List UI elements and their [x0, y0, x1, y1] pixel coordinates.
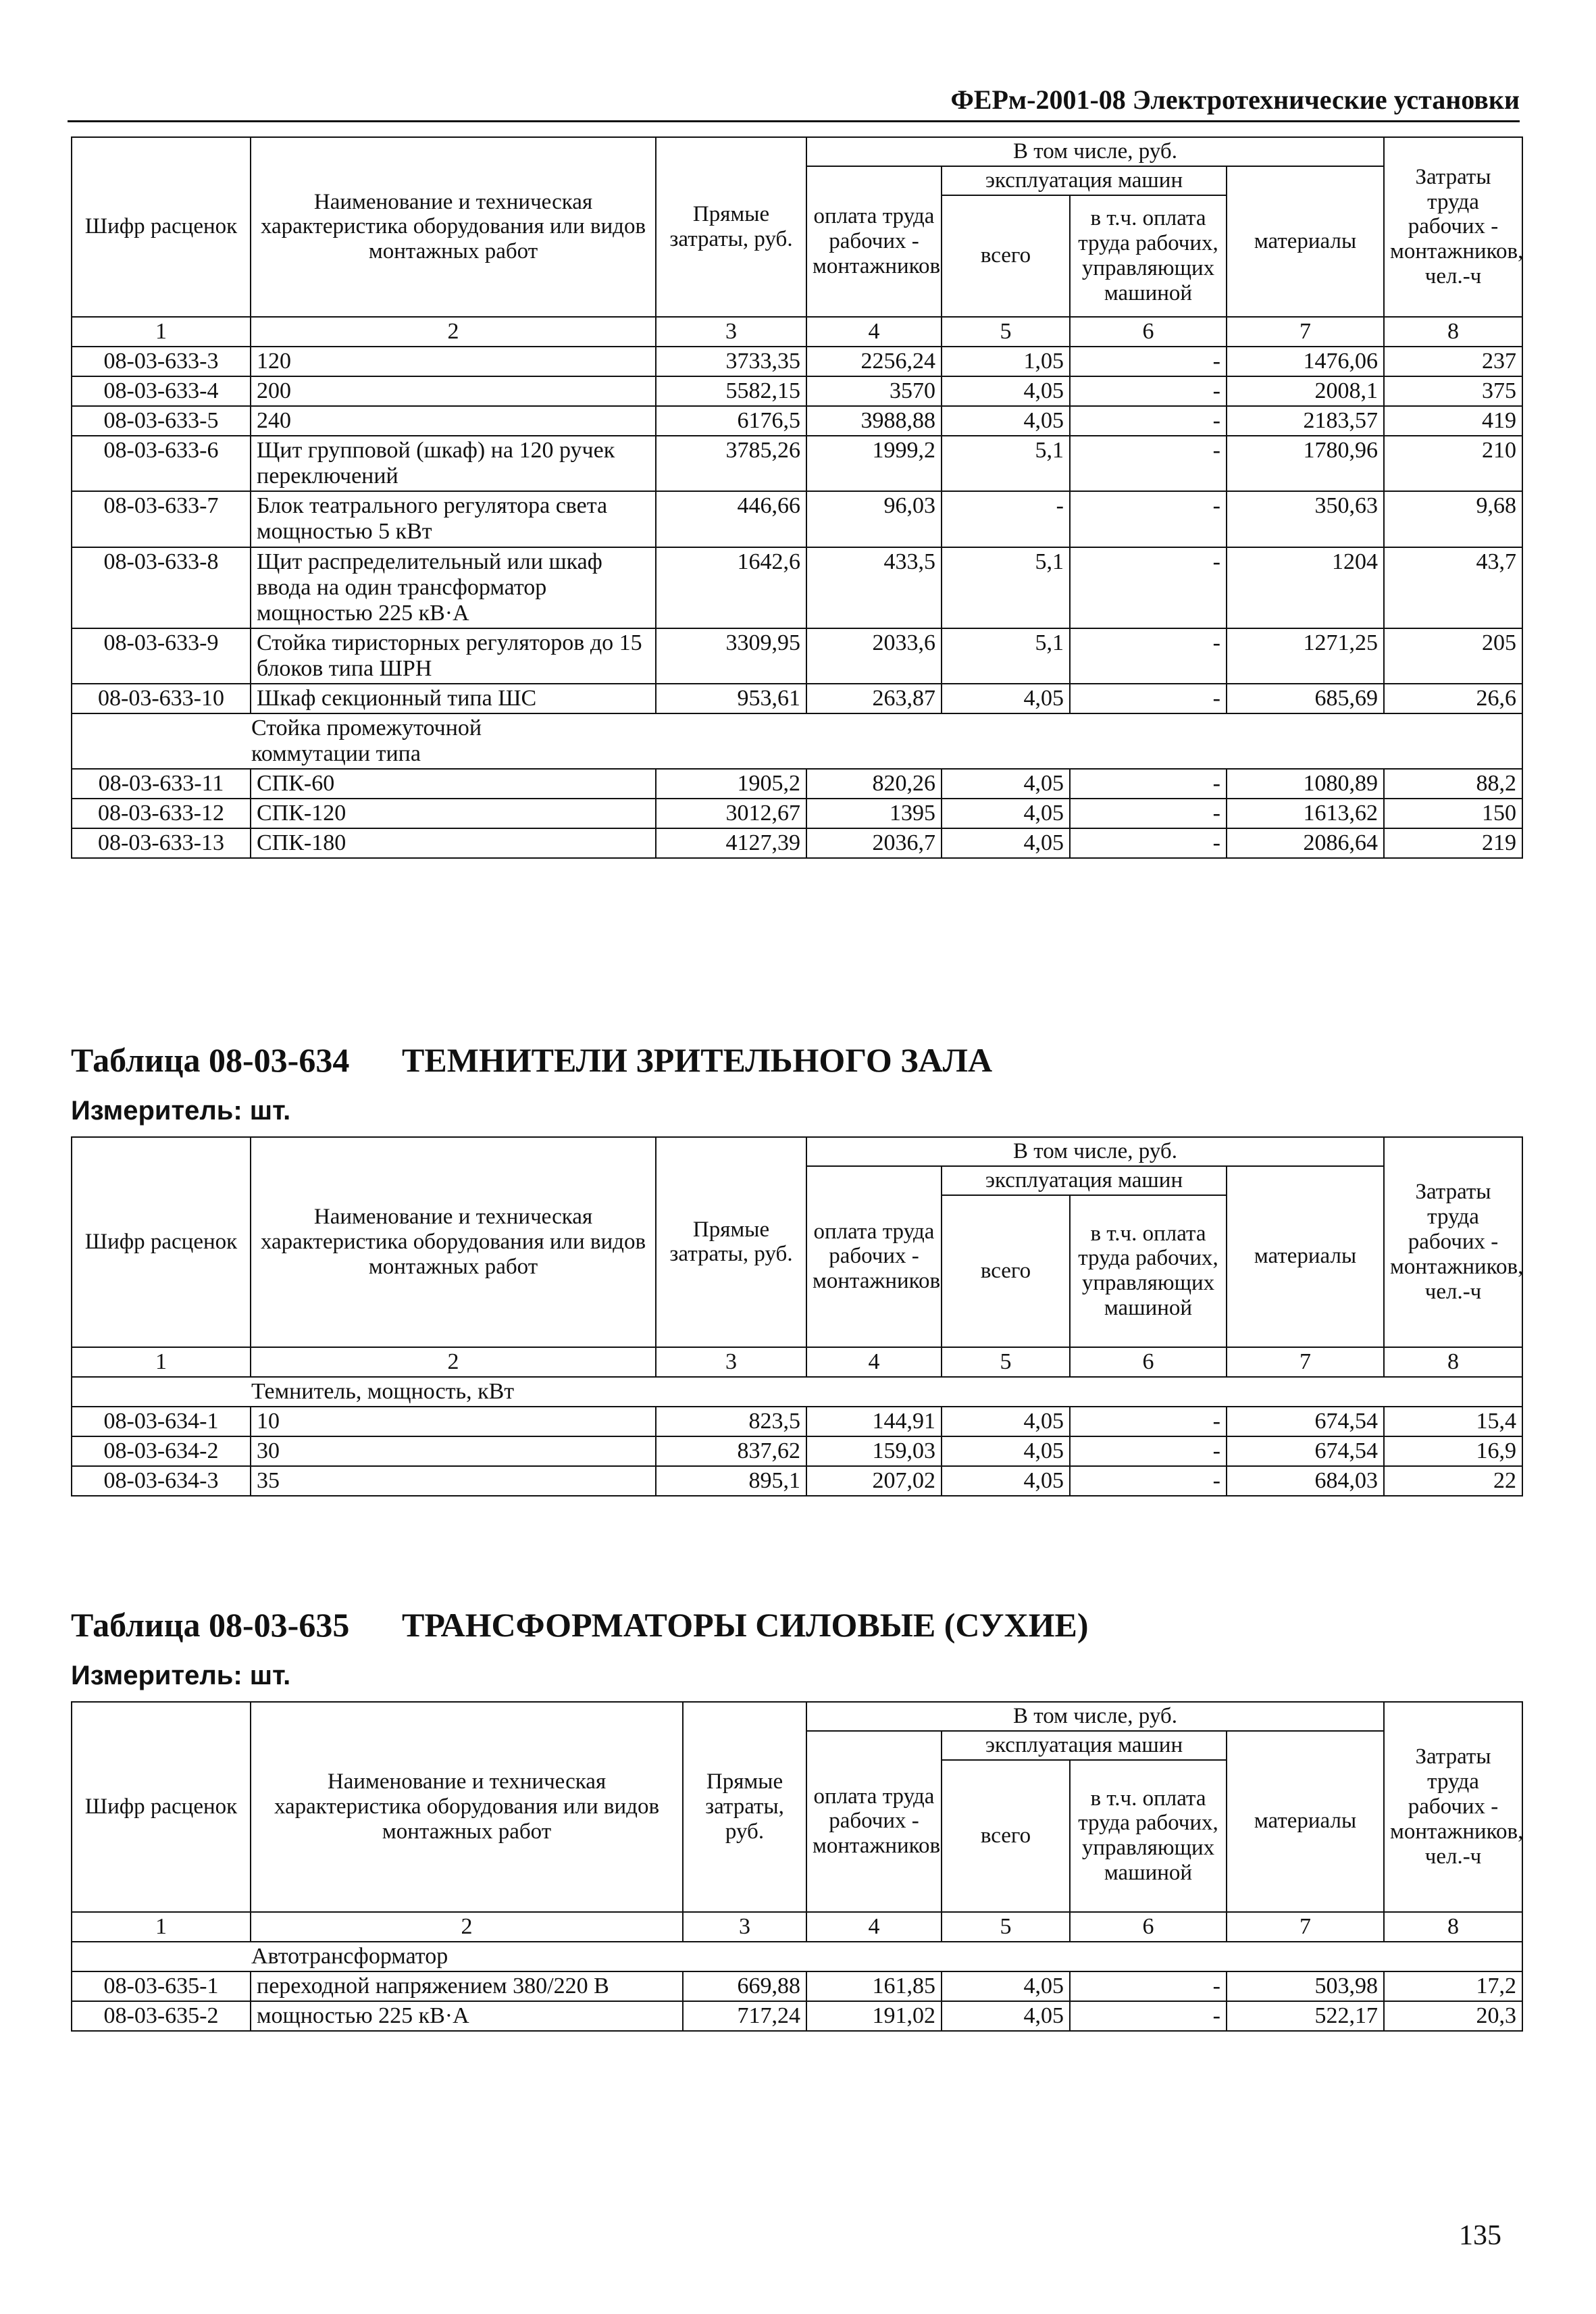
col-code-header: Шифр расценок — [72, 1137, 251, 1347]
table-row: 08-03-633-11 СПК-60 1905,2 820,26 4,05 - 1080,89 88,2 — [72, 769, 1522, 799]
col-machines-header: эксплуатация машин — [942, 166, 1227, 195]
table-row: 08-03-633-8 Щит распределительный или шкаф ввода на один трансформатор мощностью 225 кВ·А 1642,6 433,5 5,1 - 1204 43,7 — [72, 547, 1522, 628]
table-code: Таблица 08-03-635 — [71, 1606, 350, 1644]
col-including-header: В том числе, руб. — [806, 1702, 1384, 1731]
page-header — [68, 80, 1520, 122]
table-row: 08-03-633-3 120 3733,35 2256,24 1,05 - 1476,06 237 — [72, 347, 1522, 376]
col-labor-header: Затраты труда рабочих - монтажников, чел.-ч — [1384, 1702, 1522, 1912]
group-title-row — [72, 713, 1522, 769]
group-title: Стойка промежуточной коммутации типа — [72, 713, 1522, 769]
col-total-header: всего — [942, 1760, 1070, 1912]
table-08-03-633 — [71, 136, 1523, 859]
table-row: 08-03-635-2 мощностью 225 кВ·А 717,24 191,02 4,05 - 522,17 20,3 — [72, 2001, 1522, 2031]
header-title: ФЕРм-2001-08 Электротехнические установки — [950, 84, 1520, 115]
table-code: Таблица 08-03-634 — [71, 1041, 350, 1079]
col-wage-header: оплата труда рабочих - монтажников — [806, 166, 942, 317]
column-index-row: 1 2 3 4 5 6 7 8 — [72, 1912, 1522, 1942]
col-wage-header: оплата труда рабочих - монтажников — [806, 1166, 942, 1347]
col-mach-wage-header: в т.ч. оплата труда рабочих, управляющих машиной — [1070, 1760, 1227, 1912]
table-row: 08-03-633-13 СПК-180 4127,39 2036,7 4,05 - 2086,64 219 — [72, 828, 1522, 858]
table-row: 08-03-633-12 СПК-120 3012,67 1395 4,05 - 1613,62 150 — [72, 799, 1522, 828]
table-row: 08-03-633-10 Шкаф секционный типа ШС 953,61 263,87 4,05 - 685,69 26,6 — [72, 684, 1522, 713]
table-row: 08-03-634-1 10 823,5 144,91 4,05 - 674,54 15,4 — [72, 1407, 1522, 1436]
col-code-header: Шифр расценок — [72, 1702, 251, 1912]
table-row: 08-03-633-6 Щит групповой (шкаф) на 120 ручек переключений 3785,26 1999,2 5,1 - 1780,96 210 — [72, 436, 1522, 491]
col-including-header: В том числе, руб. — [806, 137, 1384, 166]
table-title-635 — [71, 1605, 1089, 1644]
table-row: 08-03-634-3 35 895,1 207,02 4,05 - 684,03 22 — [72, 1466, 1522, 1496]
table-title-634 — [71, 1040, 992, 1080]
group-title-row — [72, 1942, 1522, 1971]
col-including-header: В том числе, руб. — [806, 1137, 1384, 1166]
table-name: ТРАНСФОРМАТОРЫ СИЛОВЫЕ (СУХИЕ) — [402, 1606, 1089, 1644]
col-name-header: Наименование и техническая характеристика оборудования или видов монтажных работ — [251, 137, 656, 317]
col-mach-wage-header: в т.ч. оплата труда рабочих, управляющих машиной — [1070, 195, 1227, 317]
table-08-03-634 — [71, 1136, 1523, 1496]
col-name-header: Наименование и техническая характеристика оборудования или видов монтажных работ — [251, 1702, 683, 1912]
col-mach-wage-header: в т.ч. оплата труда рабочих, управляющих машиной — [1070, 1195, 1227, 1347]
table-row: 08-03-634-2 30 837,62 159,03 4,05 - 674,54 16,9 — [72, 1436, 1522, 1466]
col-name-header: Наименование и техническая характеристика оборудования или видов монтажных работ — [251, 1137, 656, 1347]
col-total-header: всего — [942, 195, 1070, 317]
col-total-header: всего — [942, 1195, 1070, 1347]
col-materials-header: материалы — [1227, 1166, 1384, 1347]
table-name: ТЕМНИТЕЛИ ЗРИТЕЛЬНОГО ЗАЛА — [402, 1041, 993, 1079]
group-title-row — [72, 1377, 1522, 1407]
column-index-row: 1 2 3 4 5 6 7 8 — [72, 1347, 1522, 1377]
group-title: Темнитель, мощность, кВт — [72, 1377, 1522, 1407]
col-direct-header: Прямые затраты, руб. — [683, 1702, 806, 1912]
col-wage-header: оплата труда рабочих - монтажников — [806, 1731, 942, 1912]
table-row: 08-03-633-5 240 6176,5 3988,88 4,05 - 2183,57 419 — [72, 406, 1522, 436]
col-materials-header: материалы — [1227, 1731, 1384, 1912]
table-row: 08-03-635-1 переходной напряжением 380/220 В 669,88 161,85 4,05 - 503,98 17,2 — [72, 1971, 1522, 2001]
group-title: Автотрансформатор — [72, 1942, 1522, 1971]
page-number: 135 — [1459, 2220, 1501, 2251]
measure-unit: Измеритель: шт. — [71, 1661, 291, 1690]
table-row: 08-03-633-7 Блок театрального регулятора света мощностью 5 кВт 446,66 96,03 - - 350,63 9,68 — [72, 491, 1522, 547]
table-row: 08-03-633-9 Стойка тиристорных регуляторов до 15 блоков типа ШРН 3309,95 2033,6 5,1 - 1271,25 205 — [72, 628, 1522, 684]
col-labor-header: Затраты труда рабочих - монтажников, чел.-ч — [1384, 1137, 1522, 1347]
col-direct-header: Прямые затраты, руб. — [656, 1137, 806, 1347]
col-labor-header: Затраты труда рабочих - монтажников, чел.-ч — [1384, 137, 1522, 317]
table-row: 08-03-633-4 200 5582,15 3570 4,05 - 2008,1 375 — [72, 376, 1522, 406]
measure-unit: Измеритель: шт. — [71, 1096, 291, 1126]
col-direct-header: Прямые затраты, руб. — [656, 137, 806, 317]
col-materials-header: материалы — [1227, 166, 1384, 317]
col-machines-header: эксплуатация машин — [942, 1731, 1227, 1760]
col-code-header: Шифр расценок — [72, 137, 251, 317]
col-machines-header: эксплуатация машин — [942, 1166, 1227, 1195]
table-08-03-635 — [71, 1701, 1523, 2032]
column-index-row: 1 2 3 4 5 6 7 8 — [72, 317, 1522, 347]
